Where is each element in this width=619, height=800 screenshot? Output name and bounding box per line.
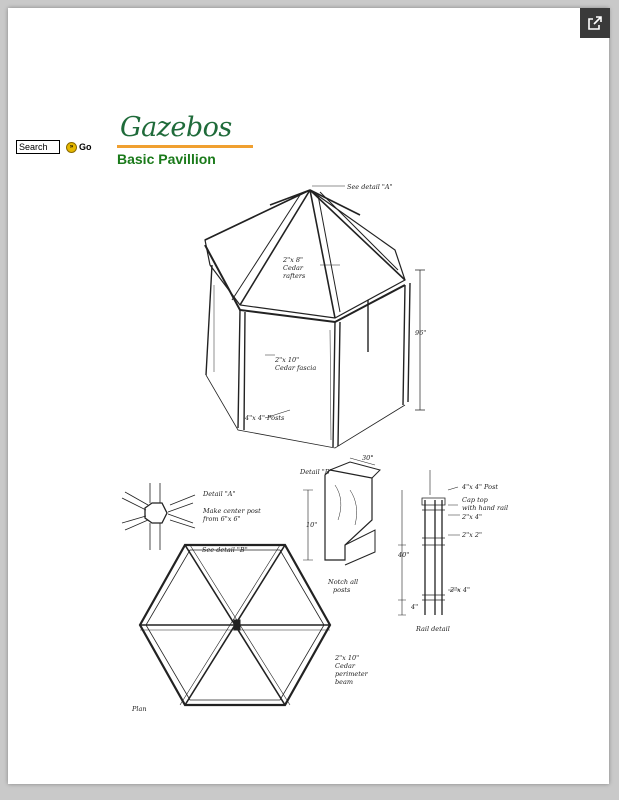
label-rail-2x2: 2"x 2" [462, 531, 482, 539]
label-see-detail-b: See detail "B" [202, 546, 248, 554]
label-beam-size: 2"x 10" [335, 654, 360, 662]
label-detail-a: Detail "A" [203, 490, 236, 498]
label-notch-posts: posts [333, 586, 351, 594]
go-label: Go [79, 142, 92, 152]
label-center-post: Make center post [203, 507, 261, 515]
label-dim-10: 10" [306, 521, 318, 529]
label-fascia-size: 2"x 10" [275, 356, 300, 364]
label-cap: Cap top [462, 496, 488, 504]
page-subtitle: Basic Pavillion [117, 151, 216, 167]
label-beam-material: Cedar [335, 662, 355, 670]
label-beam-perimeter: perimeter [335, 670, 368, 678]
plan-drawing [140, 545, 330, 705]
detail-a-drawing [122, 483, 195, 550]
label-detail-b: Detail "B" [300, 468, 333, 476]
label-fascia: Cedar fascia [275, 364, 317, 372]
label-center-post-size: from 6"x 6" [203, 515, 241, 523]
label-see-detail-a: See detail "A" [347, 183, 393, 191]
label-rail-detail: Rail detail [416, 625, 450, 633]
label-angle: 30° [362, 454, 374, 462]
label-notch: Notch all [328, 578, 359, 586]
label-post: 4"x 4" Post [462, 483, 499, 491]
label-posts: 4"x 4" Posts [245, 414, 285, 422]
page-title: Gazebos [120, 112, 232, 143]
label-rafters-material: Cedar [283, 264, 303, 272]
go-arrow-icon: » [66, 142, 77, 153]
label-beam: beam [335, 678, 354, 686]
label-plan: Plan [132, 705, 147, 713]
label-rafters: rafters [283, 272, 306, 280]
label-rafters-size: 2"x 8" [283, 256, 303, 264]
label-hand-rail: with hand rail [462, 504, 509, 512]
label-height: 96" [415, 329, 427, 337]
gazebo-perspective [205, 186, 425, 448]
label-dim-40: 40" [398, 551, 410, 559]
label-rail-2x4-top: 2"x 4" [462, 513, 482, 521]
label-dim-4: 4" [411, 603, 419, 611]
label-rail-2x4-bottom: 2"x 4" [450, 586, 470, 594]
